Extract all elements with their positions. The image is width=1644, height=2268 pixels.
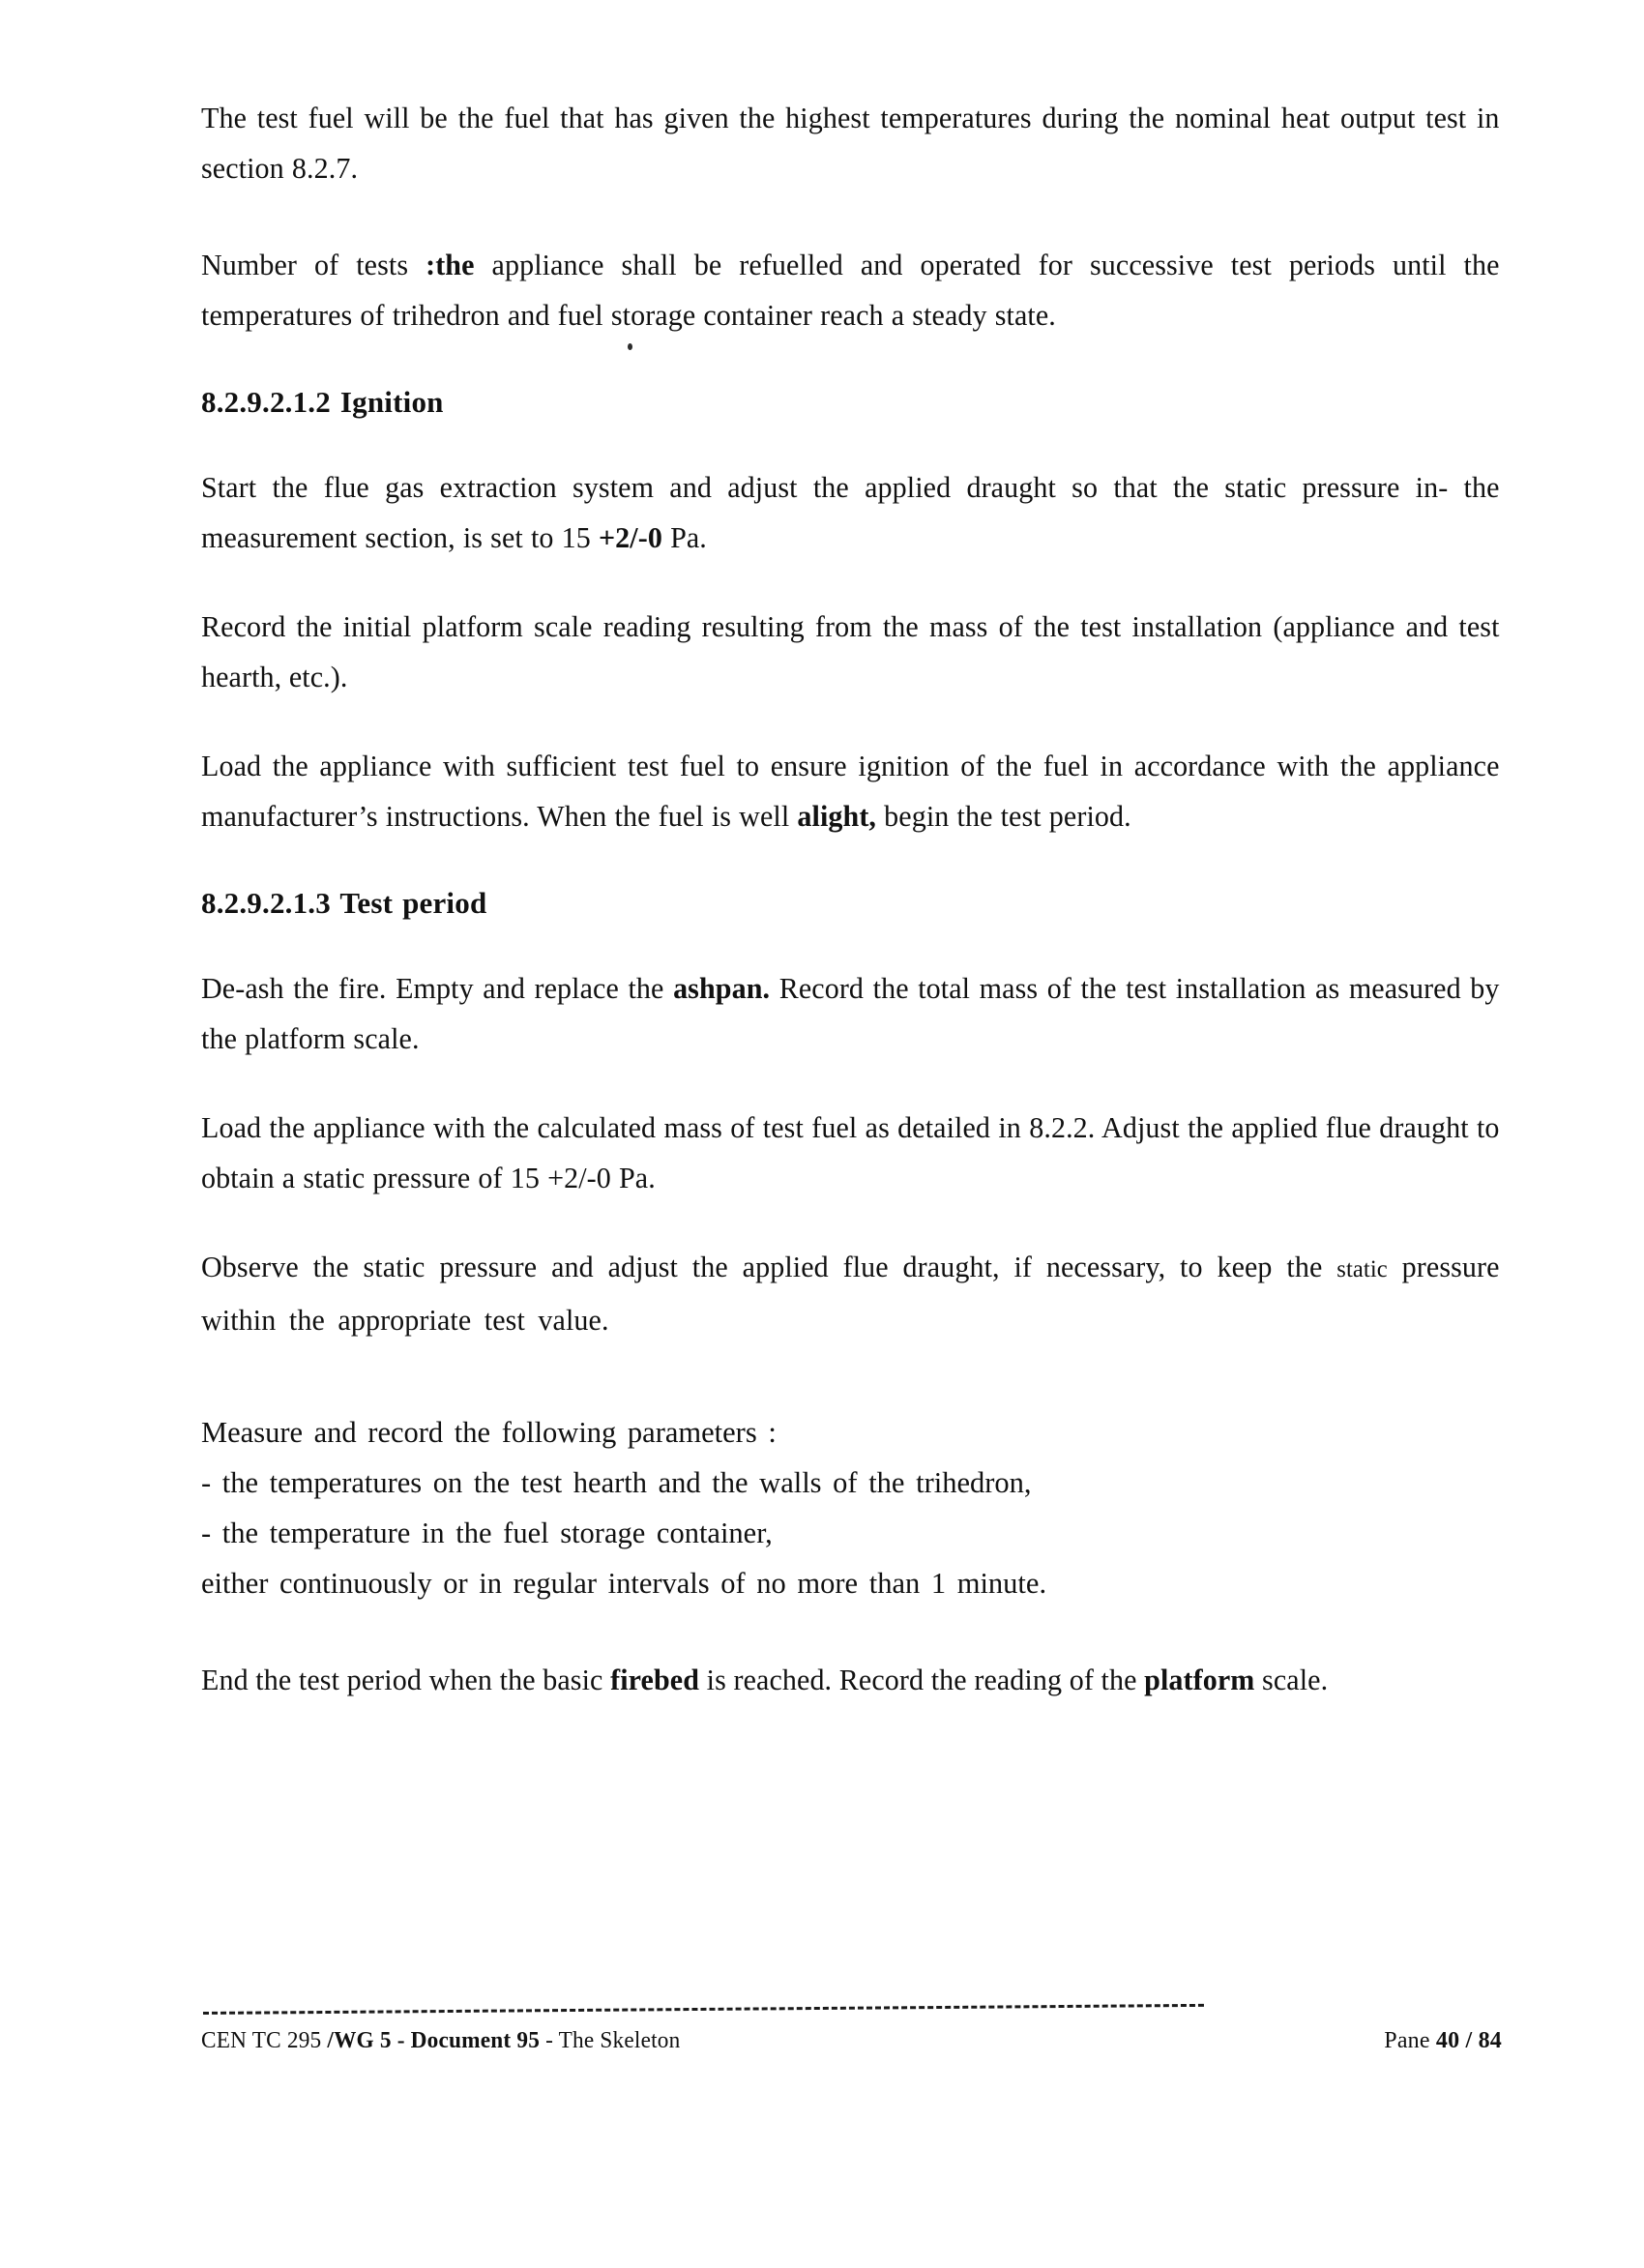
list-item: - the temperature in the fuel storage container, bbox=[201, 1517, 773, 1549]
paragraph-load-appliance-ignition bbox=[201, 741, 1500, 841]
paragraph-number-of-tests-emphasis: :the bbox=[426, 249, 475, 281]
footer-page-value: 40 / 84 bbox=[1435, 2028, 1502, 2053]
paragraph-de-ash-text-b: Record the total mass of the test installation as measured by the platform scale. bbox=[201, 972, 1500, 1055]
footer-page-number bbox=[1384, 2024, 1519, 2057]
footer-document-reference bbox=[201, 2024, 680, 2057]
paragraph-observe-small-word: static bbox=[1336, 1256, 1388, 1282]
paragraph-record-initial-scale: Record the initial platform scale reading resulting from the mass of the test installation (appliance and test hearth, etc.). bbox=[201, 610, 1500, 693]
paragraph-end-test-text-b: is reached. Record the reading of the bbox=[699, 1664, 1145, 1696]
paragraph-spacer bbox=[201, 1384, 1519, 1407]
paragraph-de-ash-text-a: De-ash the fire. Empty and replace the bbox=[201, 972, 674, 1005]
footer-committee: CEN TC 295 bbox=[201, 2028, 328, 2053]
heading-ignition: 8.2.9.2.1.2 Ignition bbox=[201, 385, 444, 419]
list-item: - the temperatures on the test hearth and the walls of the trihedron, bbox=[201, 1466, 1032, 1499]
paragraph-end-test-emphasis-platform: platform bbox=[1144, 1664, 1255, 1696]
footer-page-label: Pane bbox=[1384, 2028, 1436, 2053]
paragraph-start-flue-gas-tolerance: +2/-0 bbox=[598, 521, 662, 554]
paragraph-start-flue-gas bbox=[201, 462, 1500, 563]
paragraph-observe-text-a: Observe the static pressure and adjust the applied flue draught, if necessary, to keep the bbox=[201, 1251, 1337, 1283]
footer-row bbox=[201, 2024, 1519, 2057]
paragraph-test-fuel: The test fuel will be the fuel that has given the highest temperatures during the nominal heat output test in section 8.2.7. bbox=[201, 102, 1500, 185]
paragraph-spacer bbox=[201, 1647, 1519, 1655]
footer-divider bbox=[203, 2004, 1204, 2015]
paragraph-end-test-text-c: scale. bbox=[1254, 1664, 1329, 1696]
paragraph-end-test-emphasis-firebed: firebed bbox=[610, 1664, 700, 1696]
paragraph-de-ash bbox=[201, 963, 1500, 1064]
paragraph-load-calculated-mass: Load the appliance with the calculated mass of test fuel as detailed in 8.2.2. Adjust the applied flue draught to obtain a static pressure of 15 +2/-0 Pa. bbox=[201, 1111, 1500, 1194]
paragraph-number-of-tests-text-a: Number of tests bbox=[201, 249, 426, 281]
paragraph-observe-text-b: pressure within the appropriate test value. bbox=[201, 1251, 1500, 1337]
paragraph-start-flue-gas-text-b: Pa. bbox=[661, 521, 707, 554]
paragraph-de-ash-emphasis: ashpan. bbox=[673, 972, 771, 1005]
paragraph-observe-static-pressure bbox=[201, 1242, 1500, 1345]
page-footer bbox=[201, 2012, 1519, 2057]
footer-working-group: /WG 5 - Document 95 bbox=[327, 2028, 541, 2053]
footer-document-title: - The Skeleton bbox=[540, 2028, 681, 2053]
ink-speck bbox=[628, 343, 632, 350]
paragraph-spacer bbox=[201, 232, 1519, 240]
paragraph-load-appliance-text-b: begin the test period. bbox=[876, 800, 1131, 833]
paragraph-number-of-tests-text-b: appliance shall be refuelled and operated for successive test periods until the temperatures of trihedron and fuel storage container reach a steady state. bbox=[201, 249, 1500, 332]
heading-test-period: 8.2.9.2.1.3 Test period bbox=[201, 886, 487, 920]
document-body bbox=[201, 93, 1519, 1744]
list-item: either continuously or in regular intervals of no more than 1 minute. bbox=[201, 1567, 1047, 1600]
paragraph-end-test-period bbox=[201, 1655, 1500, 1705]
paragraph-number-of-tests bbox=[201, 240, 1500, 340]
paragraph-end-test-text-a: End the test period when the basic bbox=[201, 1664, 611, 1696]
measure-parameters-list bbox=[201, 1407, 1519, 1608]
paragraph-start-flue-gas-text-a: Start the flue gas extraction system and adjust the applied draught so that the static pressure in- the measurement section, is set to 15 bbox=[201, 471, 1500, 554]
paragraph-load-appliance-emphasis: alight, bbox=[797, 800, 877, 833]
list-intro: Measure and record the following parameters : bbox=[201, 1416, 777, 1449]
paragraph-load-appliance-text-a: Load the appliance with sufficient test fuel to ensure ignition of the fuel in accordance with the appliance manufacturer’s instructions. When the fuel is well bbox=[201, 750, 1500, 833]
